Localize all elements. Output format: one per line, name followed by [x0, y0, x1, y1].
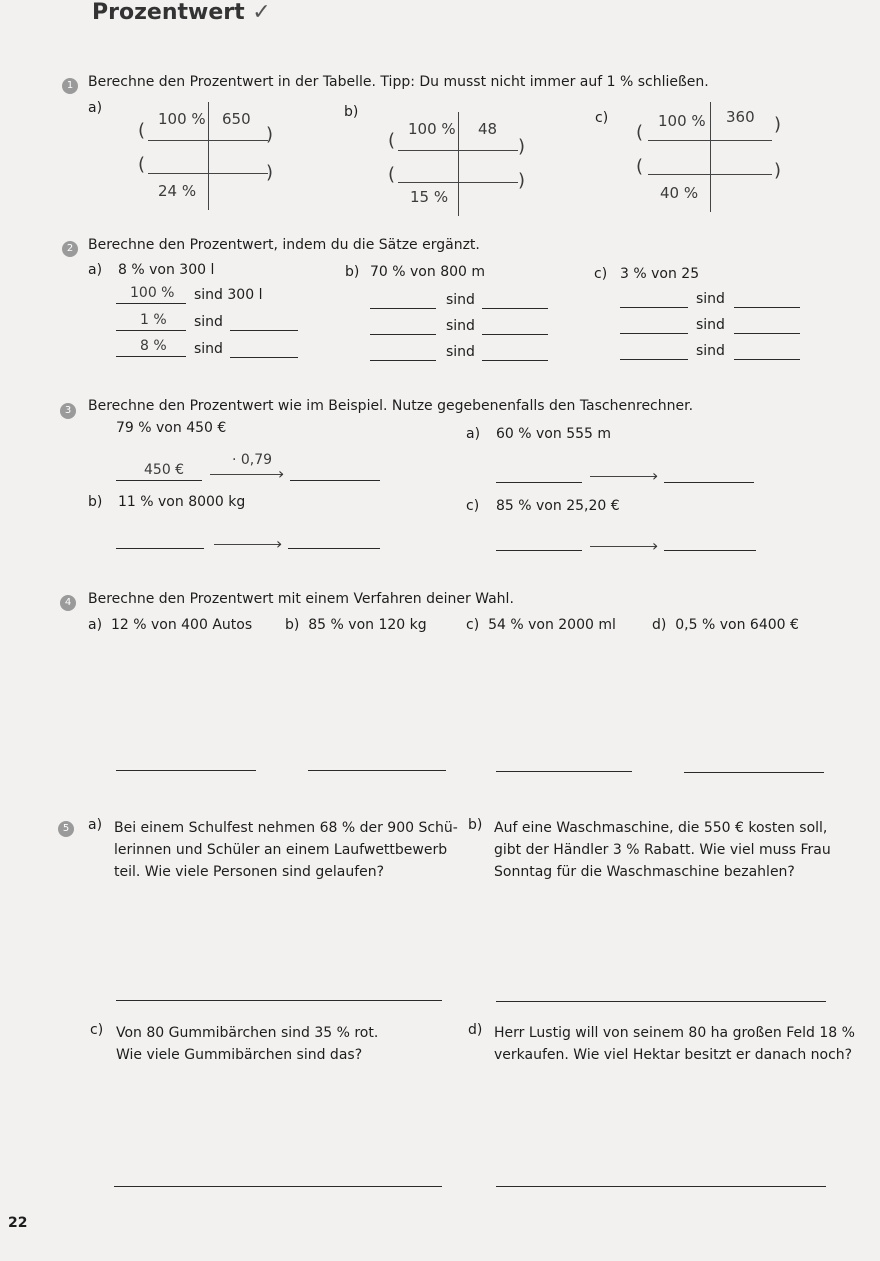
task-2c-row-1-mid: sind — [696, 291, 725, 307]
task-1b-right-arc: ) — [518, 136, 526, 157]
task-4b: b) 85 % von 120 kg — [285, 617, 427, 633]
task-2c-row-3-right-blank[interactable] — [734, 359, 800, 360]
task-4a-answer-line[interactable] — [116, 770, 256, 771]
task-1a-right-arc: ) — [266, 124, 274, 145]
task-2c-row-2-right-blank[interactable] — [734, 333, 800, 334]
task-1b-right-arc-2: ) — [518, 170, 526, 191]
task-3-example-arrow-icon: › — [278, 464, 285, 483]
task-2c-row-3-mid: sind — [696, 343, 725, 359]
task-2b-row-3-right-blank[interactable] — [482, 360, 548, 361]
task-4d-answer-line[interactable] — [684, 772, 824, 773]
check-mark-icon: ✓ — [252, 0, 271, 25]
task-1a-table — [130, 102, 290, 212]
task-2c-row-1-right-blank[interactable] — [734, 307, 800, 308]
task-5-number: 5 — [58, 816, 74, 837]
task-2a-row-1-mid: sind 300 l — [194, 287, 263, 303]
task-3c-left-blank[interactable] — [496, 550, 582, 551]
task-5b-label: b) — [468, 817, 483, 833]
page-title: Prozentwert ✓ — [92, 0, 271, 25]
task-3a-result-blank[interactable] — [664, 482, 754, 483]
task-2b-prompt: 70 % von 800 m — [370, 264, 486, 280]
task-3a-label: a) — [466, 426, 481, 442]
task-4c-answer-line[interactable] — [496, 771, 632, 772]
task-3b-label: b) — [88, 494, 103, 510]
task-2b-row-3-mid: sind — [446, 344, 475, 360]
task-4b-answer-line[interactable] — [308, 770, 446, 771]
task-2b-label: b) — [345, 264, 360, 280]
task-5c-label: c) — [90, 1022, 104, 1038]
task-1-number: 1 — [62, 73, 78, 94]
task-2-number: 2 — [62, 236, 78, 257]
task-2c-row-3-left-blank[interactable] — [620, 359, 688, 360]
task-2c-row-2-mid: sind — [696, 317, 725, 333]
task-2b-row-3-left-blank[interactable] — [370, 360, 436, 361]
task-2b-row-2-right-blank[interactable] — [482, 334, 548, 335]
task-1a-row-percent: 24 % — [158, 182, 197, 200]
task-1b-label: b) — [344, 104, 359, 120]
task-3-number: 3 — [60, 398, 76, 419]
task-3b-prompt: 11 % von 8000 kg — [118, 494, 246, 510]
task-3c-prompt: 85 % von 25,20 € — [496, 498, 620, 514]
task-1a-right-arc-2: ) — [266, 162, 274, 183]
task-1b-left-arc: ( — [388, 130, 396, 151]
task-2a-row-3-mid: sind — [194, 341, 223, 357]
task-2c-row-2-left-blank[interactable] — [620, 333, 688, 334]
task-2a-row-2-left: 1 % — [140, 312, 167, 328]
task-3-instruction: Berechne den Prozentwert wie im Beispiel. Nutze gegebenenfalls den Taschenrechner. — [88, 398, 694, 414]
task-3-example-result-blank[interactable] — [290, 480, 380, 481]
task-1b-header-percent: 100 % — [408, 120, 456, 138]
task-5c-answer-line[interactable] — [114, 1186, 442, 1187]
task-2a-prompt: 8 % von 300 l — [118, 262, 215, 278]
task-2a-row-3-blank[interactable] — [230, 357, 298, 358]
task-2a-label: a) — [88, 262, 103, 278]
task-1c-table — [630, 102, 800, 214]
task-5c-text: Von 80 Gummibärchen sind 35 % rot. Wie viele Gummibärchen sind das? — [116, 1025, 379, 1063]
task-3-example-operator: · 0,79 — [232, 452, 273, 468]
task-2a-row-3-left: 8 % — [140, 338, 167, 354]
task-2a-row-2-blank[interactable] — [230, 330, 298, 331]
task-2a-row-1-left: 100 % — [130, 285, 175, 301]
task-5d-label: d) — [468, 1022, 483, 1038]
task-3c-label: c) — [466, 498, 480, 514]
task-1c-left-arc-2: ( — [636, 156, 644, 177]
task-5d-text: Herr Lustig will von seinem 80 ha großen Feld 18 % verkaufen. Wie viel Hektar besitzt er danach noch? — [494, 1025, 855, 1063]
task-1c-label: c) — [595, 110, 609, 126]
task-2b-row-1-right-blank[interactable] — [482, 308, 548, 309]
task-3-example-prompt: 79 % von 450 € — [116, 420, 227, 436]
task-3a-left-blank[interactable] — [496, 482, 582, 483]
task-2c-row-1-left-blank[interactable] — [620, 307, 688, 308]
task-3-example-left: 450 € — [144, 462, 185, 478]
task-4d: d) 0,5 % von 6400 € — [652, 617, 799, 633]
task-3b-left-blank[interactable] — [116, 548, 204, 549]
task-1c-left-arc: ( — [636, 122, 644, 143]
task-1a-left-arc-2: ( — [138, 154, 146, 175]
task-4-instruction: Berechne den Prozentwert mit einem Verfahren deiner Wahl. — [88, 591, 514, 607]
task-2-instruction: Berechne den Prozentwert, indem du die Sätze ergänzt. — [88, 237, 480, 253]
task-4a: a) 12 % von 400 Autos — [88, 617, 253, 633]
task-2b-row-1-mid: sind — [446, 292, 475, 308]
task-2c-prompt: 3 % von 25 — [620, 266, 700, 282]
task-3a-arrow-icon: › — [652, 466, 659, 485]
task-2c-label: c) — [594, 266, 608, 282]
task-1a-left-arc: ( — [138, 120, 146, 141]
task-5a-label: a) — [88, 817, 103, 833]
task-3c-arrow-icon: › — [652, 536, 659, 555]
task-3b-result-blank[interactable] — [288, 548, 380, 549]
task-1b-row-percent: 15 % — [410, 188, 449, 206]
task-2a-row-2-mid: sind — [194, 314, 223, 330]
task-5a-text: Bei einem Schulfest nehmen 68 % der 900 Schü- lerinnen und Schüler an einem Laufwettbewerb teil. Wie viele Personen sind gelaufen? — [114, 820, 458, 880]
task-5b-answer-line[interactable] — [496, 1001, 826, 1002]
task-2b-row-1-left-blank[interactable] — [370, 308, 436, 309]
task-1c-right-arc-2: ) — [774, 160, 782, 181]
task-1c-right-arc: ) — [774, 114, 782, 135]
task-1b-table — [380, 112, 540, 222]
task-5a-answer-line[interactable] — [116, 1000, 442, 1001]
task-3c-result-blank[interactable] — [664, 550, 756, 551]
task-5d-answer-line[interactable] — [496, 1186, 826, 1187]
task-5b-text: Auf eine Waschmaschine, die 550 € kosten soll, gibt der Händler 3 % Rabatt. Wie viel muss Frau Sonntag für die Waschmaschine bezahlen? — [494, 820, 831, 880]
task-1c-header-value: 360 — [726, 108, 755, 126]
task-1c-row-percent: 40 % — [660, 184, 699, 202]
task-3a-prompt: 60 % von 555 m — [496, 426, 612, 442]
task-4c: c) 54 % von 2000 ml — [466, 617, 616, 633]
task-1c-header-percent: 100 % — [658, 112, 706, 130]
task-2b-row-2-left-blank[interactable] — [370, 334, 436, 335]
task-2b-row-2-mid: sind — [446, 318, 475, 334]
task-1b-header-value: 48 — [478, 120, 498, 138]
task-4-number: 4 — [60, 590, 76, 611]
task-1-instruction: Berechne den Prozentwert in der Tabelle. Tipp: Du musst nicht immer auf 1 % schließen. — [88, 74, 709, 90]
task-1a-header-percent: 100 % — [158, 110, 206, 128]
task-1a-label: a) — [88, 100, 103, 116]
task-1a-header-value: 650 — [222, 110, 251, 128]
page-number: 22 — [8, 1215, 28, 1231]
task-1b-left-arc-2: ( — [388, 164, 396, 185]
task-3b-arrow-icon: › — [276, 534, 283, 553]
